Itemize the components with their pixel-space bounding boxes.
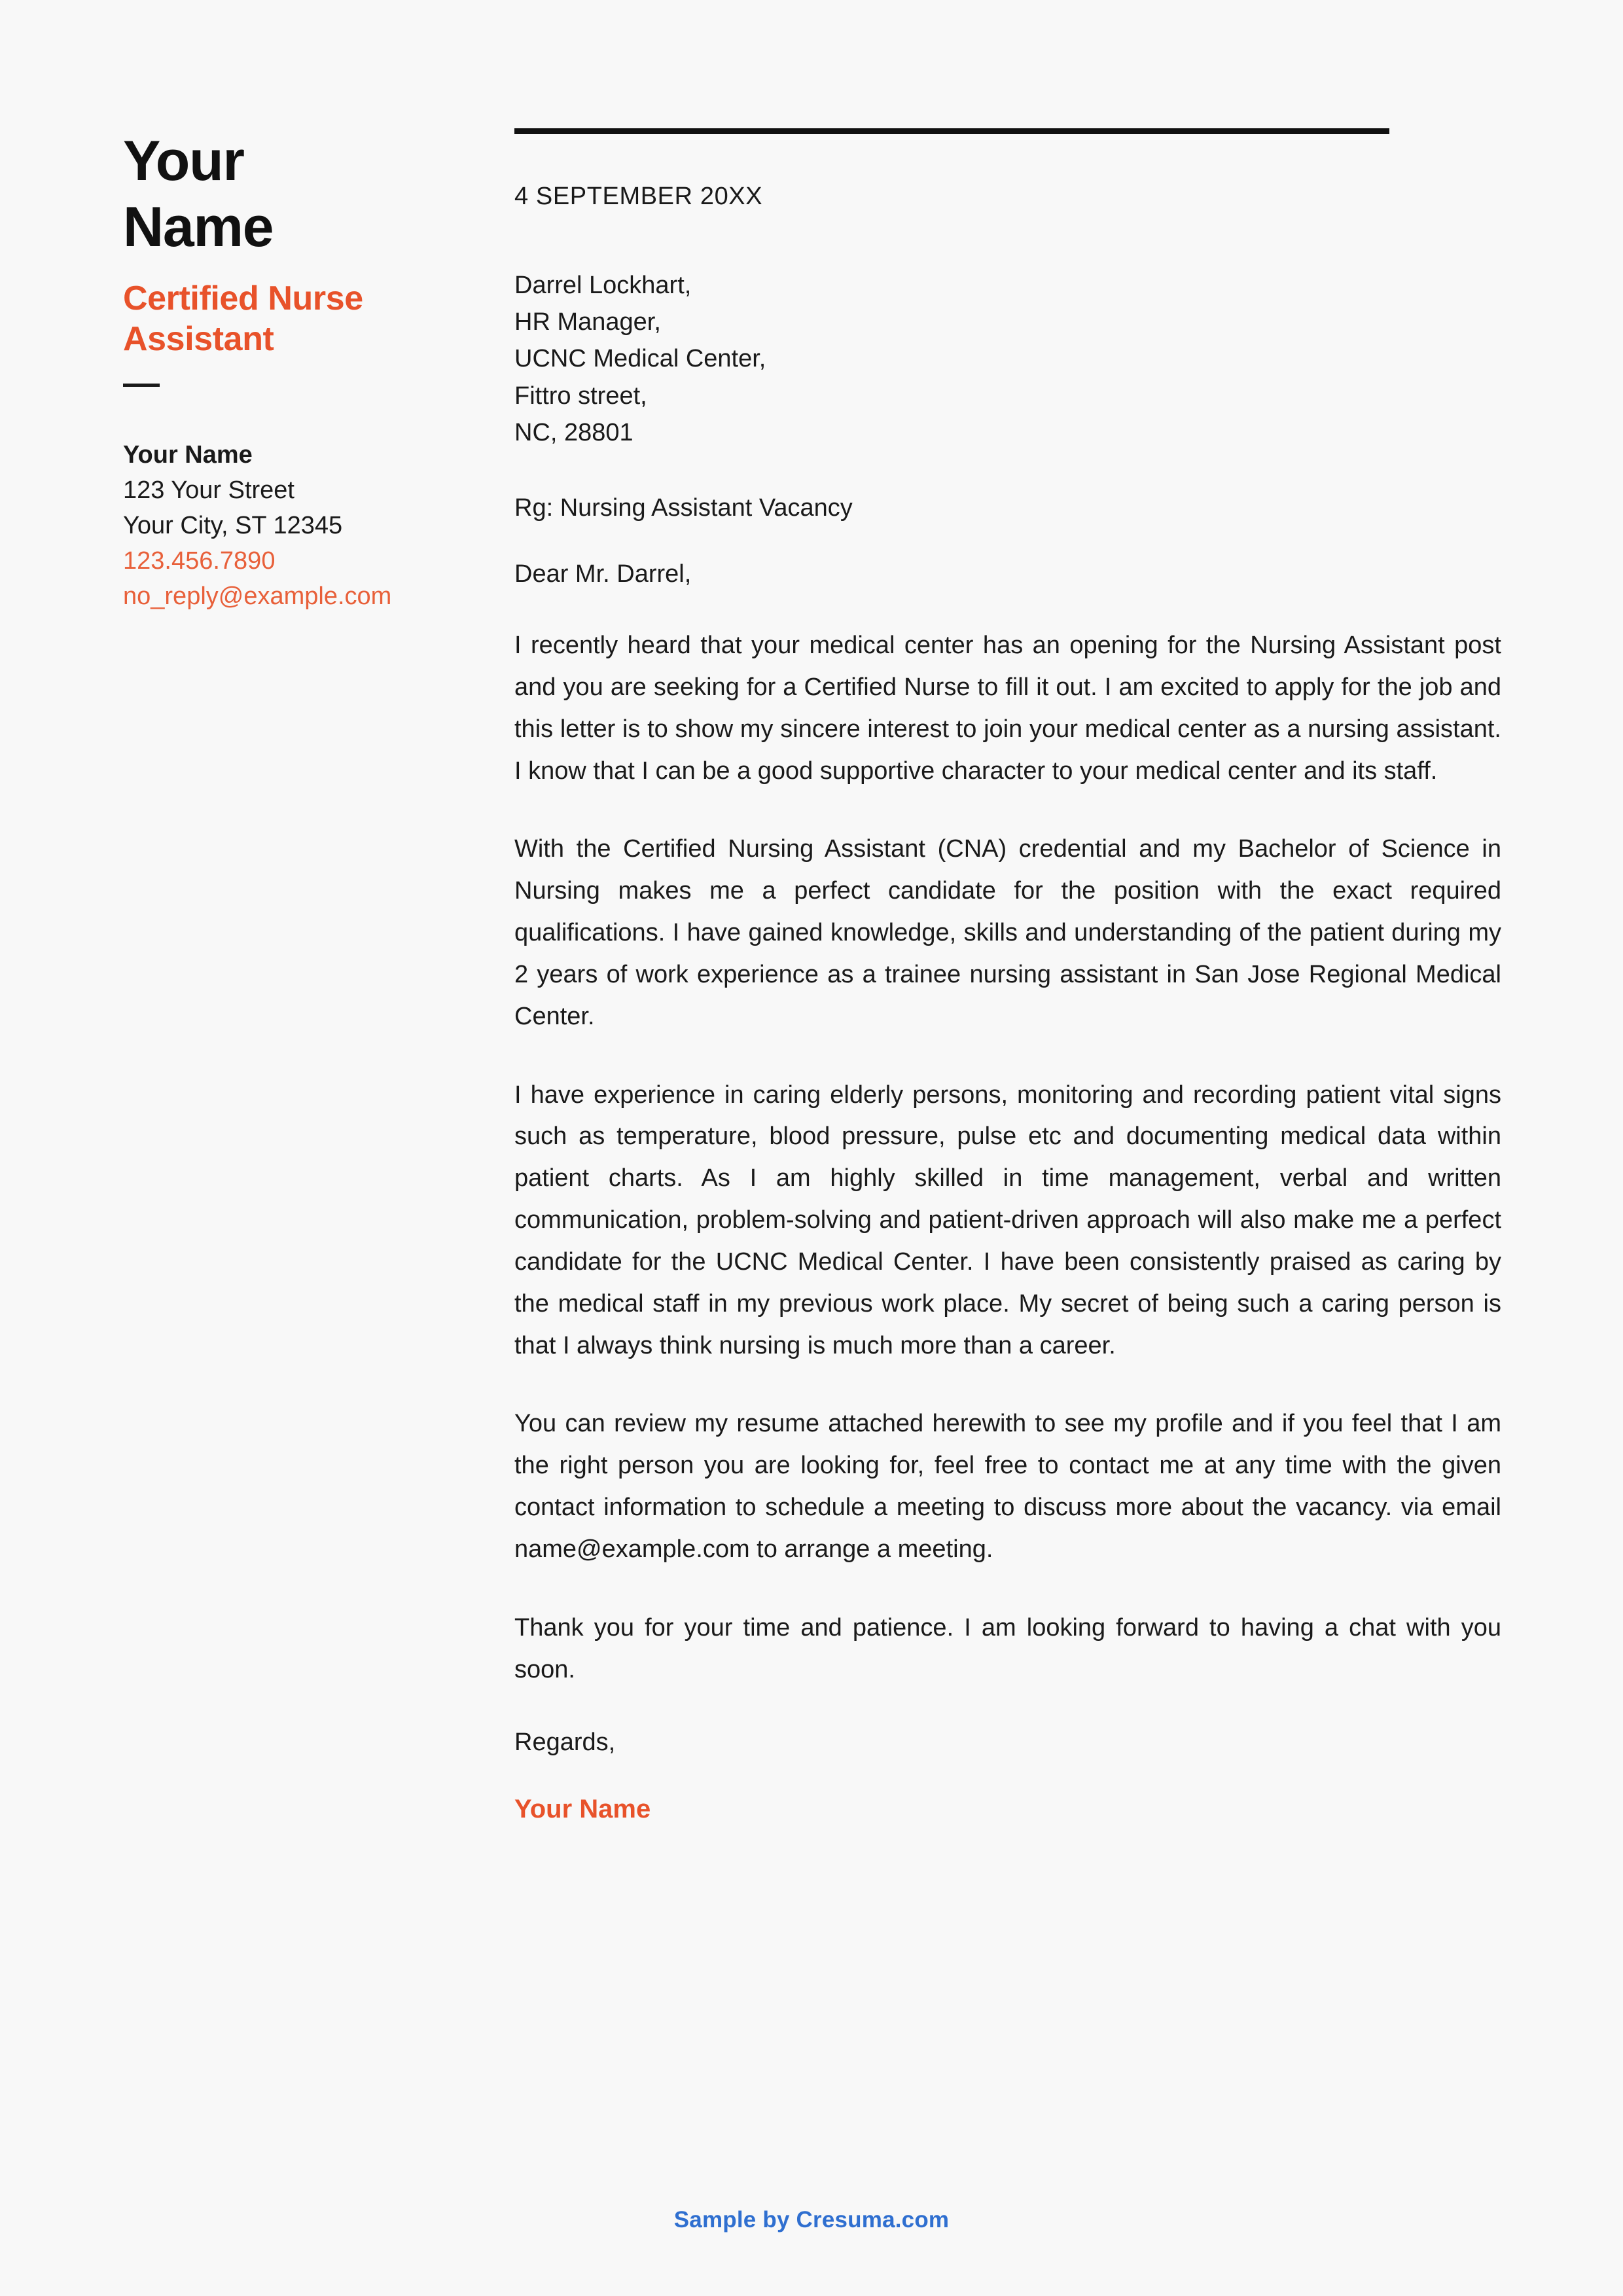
applicant-name-heading	[123, 128, 463, 261]
contact-email[interactable]: no_reply@example.com	[123, 582, 392, 610]
job-title	[123, 278, 463, 360]
job-title-line-2: Assistant	[123, 320, 274, 359]
subject-line: Rg: Nursing Assistant Vacancy	[514, 494, 853, 522]
body-paragraph-2: With the Certified Nursing Assistant (CNA) credential and my Bachelor of Science in Nursing makes me a perfect candidate for the position with the exact required qualifications. I have gained knowledge, skills and understanding of the patient during my 2 years of work experience as a trainee nursing assistant in San Jose Regional Medical Center.	[514, 835, 1501, 1030]
recipient-region-zip: NC, 28801	[514, 418, 633, 446]
salutation: Dear Mr. Darrel,	[514, 560, 692, 588]
contact-block	[123, 438, 463, 615]
footer-credit[interactable]: Sample by Cresuma.com	[673, 2207, 950, 2233]
sign-off: Regards,	[514, 1729, 616, 1757]
contact-city-state-zip: Your City, ST 12345	[123, 511, 343, 539]
job-title-line-1: Certified Nurse	[123, 279, 363, 317]
closing-paragraph: Thank you for your time and patience. I am looking forward to having a chat with you soon.	[514, 1613, 1501, 1683]
contact-street: 123 Your Street	[123, 476, 294, 504]
applicant-name-line-2: Name	[123, 196, 274, 259]
body-paragraph-3: I have experience in caring elderly persons, monitoring and recording patient vital signs such as temperature, blood pressure, pulse etc and documenting medical data within patient charts. As I am highly skilled in time management, verbal and written communication, problem-solving and patient-driven approach will also make me a perfect candidate for the UCNC Medical Center. I have been consistently praised as caring by the medical staff in my previous work place. My secret of being such a caring person is that I always think nursing is much more than a career.	[514, 1081, 1501, 1359]
letter-body	[514, 128, 1501, 1824]
contact-phone[interactable]: 123.456.7890	[123, 547, 276, 575]
recipient-company: UCNC Medical Center,	[514, 345, 766, 373]
sidebar	[123, 128, 463, 614]
recipient-name: Darrel Lockhart,	[514, 272, 692, 299]
signature-name: Your Name	[514, 1795, 651, 1824]
recipient-role: HR Manager,	[514, 308, 661, 336]
header-rule	[514, 128, 1389, 134]
sidebar-divider	[123, 384, 160, 387]
letter-date: 4 SEPTEMBER 20XX	[514, 183, 763, 210]
recipient-street: Fittro street,	[514, 382, 647, 410]
body-paragraph-1: I recently heard that your medical center has an opening for the Nursing Assistant post and you are seeking for a Certified Nurse to fill it out. I am excited to apply for the job and this letter is to show my sincere interest to join your medical center as a nursing assistant. I know that I can be a good supportive character to your medical center and its staff.	[514, 632, 1501, 785]
contact-name: Your Name	[123, 440, 253, 469]
recipient-address	[514, 267, 1501, 451]
body-paragraph-4: You can review my resume attached herewith to see my profile and if you feel that I am the right person you are looking for, feel free to contact me at any time with the given contact information to schedule a meeting to discuss more about the vacancy. via email name@example.com to arrange a meeting.	[514, 1410, 1501, 1563]
applicant-name-line-1: Your	[123, 130, 244, 192]
